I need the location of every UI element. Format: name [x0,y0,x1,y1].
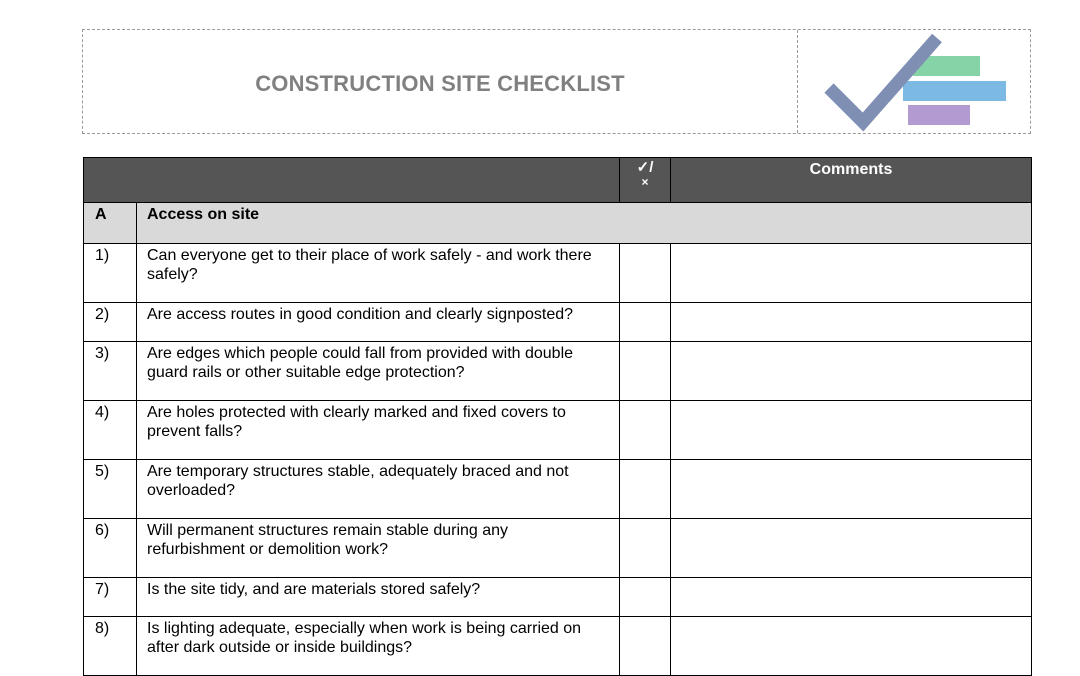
comments-cell[interactable] [671,460,1032,519]
table-row [84,401,1032,460]
tick-cell[interactable] [620,401,671,460]
comments-cell[interactable] [671,342,1032,401]
table-row [84,578,1032,617]
table-header-row [84,158,1032,203]
header-blank-cell [84,158,620,203]
comments-cell[interactable] [671,244,1032,303]
tick-header-label: ✓/ [636,159,654,176]
comments-cell[interactable] [671,578,1032,617]
checklist-table [83,157,1032,676]
comments-cell[interactable] [671,617,1032,676]
row-question: Is lighting adequate, especially when work is being carried on after dark outside or inside buildings? [137,617,620,676]
tick-cross-header [620,158,671,203]
table-row [84,342,1032,401]
row-question: Will permanent structures remain stable during any refurbishment or demolition work? [137,519,620,578]
table-row [84,617,1032,676]
row-question: Is the site tidy, and are materials stored safely? [137,578,620,617]
table-row [84,519,1032,578]
row-question: Are access routes in good condition and clearly signposted? [137,303,620,342]
table-row [84,460,1032,519]
row-number: 4) [84,401,137,460]
row-number: 8) [84,617,137,676]
document-title: CONSTRUCTION SITE CHECKLIST [255,71,625,96]
tick-cell[interactable] [620,519,671,578]
logo-bar-purple [908,105,970,125]
row-question: Are temporary structures stable, adequately braced and not overloaded? [137,460,620,519]
section-row [84,203,1032,244]
table-row [84,303,1032,342]
checkmark-bars-logo-icon [823,30,1013,134]
comments-cell[interactable] [671,519,1032,578]
row-number: 1) [84,244,137,303]
comments-cell[interactable] [671,303,1032,342]
tick-cell[interactable] [620,342,671,401]
row-number: 6) [84,519,137,578]
table-row [84,244,1032,303]
document-header [82,29,1031,134]
header-divider [797,30,798,133]
cross-header-label: × [641,175,649,189]
tick-cell[interactable] [620,617,671,676]
comments-header: Comments [671,158,1032,203]
row-number: 5) [84,460,137,519]
comments-cell[interactable] [671,401,1032,460]
logo-bar-blue [903,81,1006,101]
tick-cell[interactable] [620,244,671,303]
row-number: 3) [84,342,137,401]
section-title: Access on site [137,203,1032,244]
section-code: A [84,203,137,244]
row-number: 7) [84,578,137,617]
row-question: Can everyone get to their place of work safely - and work there safely? [137,244,620,303]
row-question: Are holes protected with clearly marked and fixed covers to prevent falls? [137,401,620,460]
tick-cell[interactable] [620,578,671,617]
tick-cell[interactable] [620,460,671,519]
tick-cell[interactable] [620,303,671,342]
row-number: 2) [84,303,137,342]
row-question: Are edges which people could fall from provided with double guard rails or other suitable edge protection? [137,342,620,401]
